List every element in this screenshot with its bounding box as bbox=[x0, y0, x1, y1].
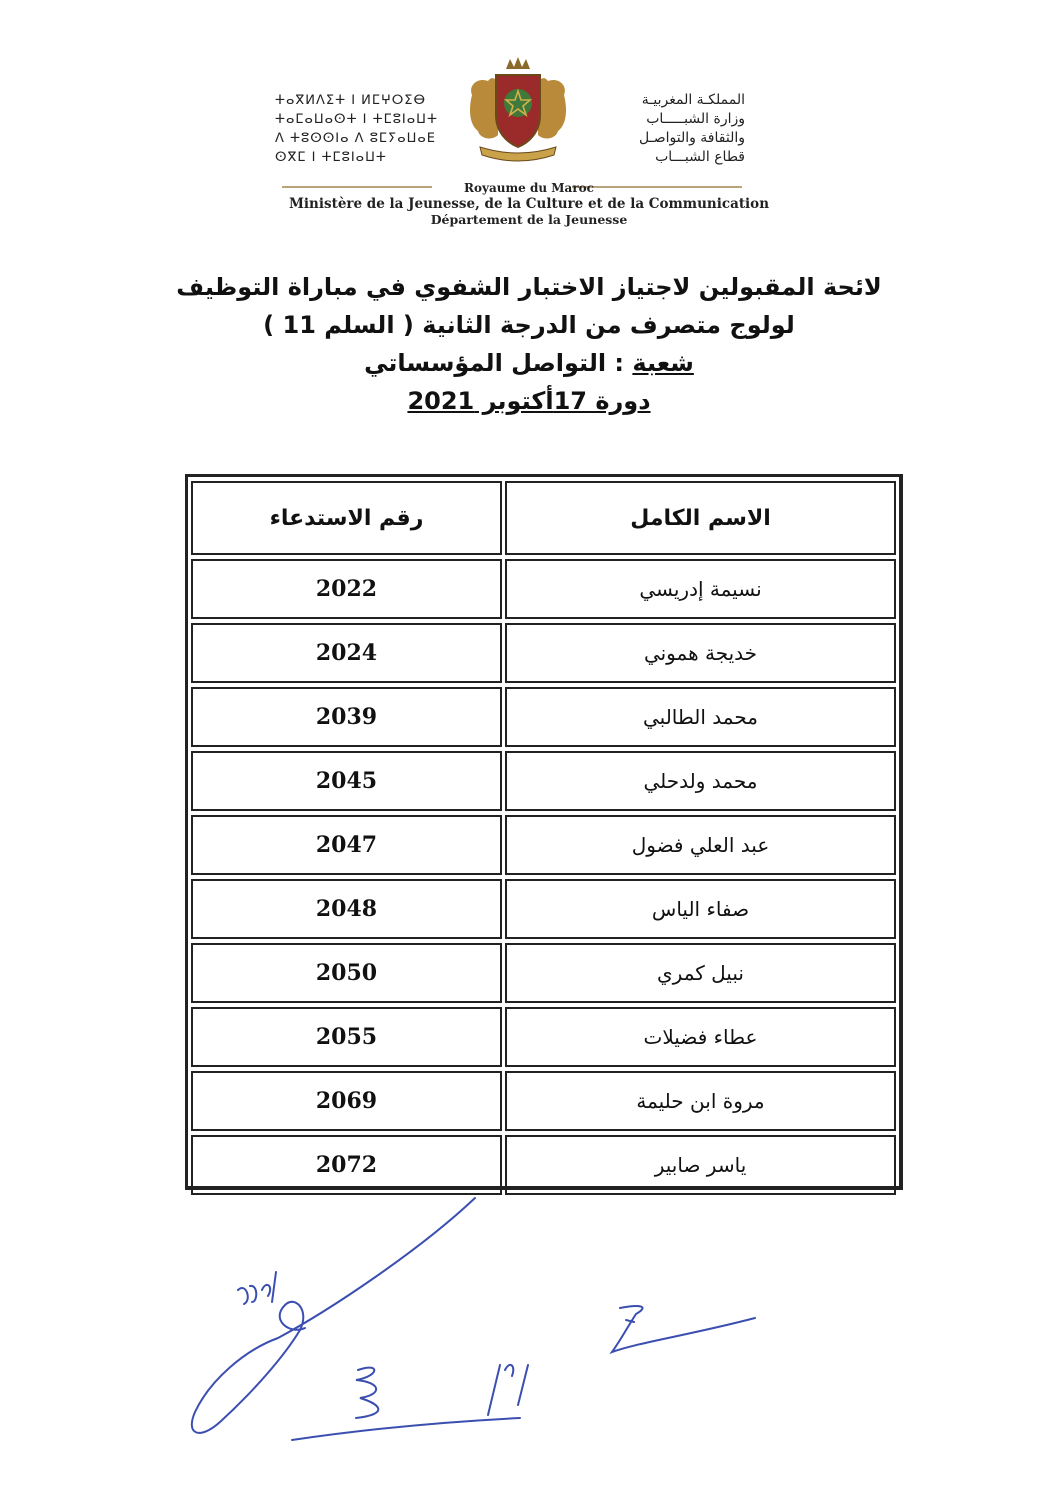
title-line-4: دورة 17أكتوبر 2021 bbox=[407, 387, 651, 415]
table-row bbox=[191, 559, 896, 619]
table-row bbox=[191, 1071, 896, 1131]
header-summons-number: رقم الاستدعاء bbox=[191, 481, 502, 555]
signature-2-stroke bbox=[488, 1365, 528, 1415]
candidate-name: عبد العلي فضول bbox=[505, 815, 896, 875]
candidate-name: مروة ابن حليمة bbox=[505, 1071, 896, 1131]
tifinagh-line: ⵜⴰⴳⵍⴷⵉⵜ ⵏ ⵍⵎⵖⵔⵉⴱ bbox=[275, 93, 427, 108]
candidate-name: صفاء الياس bbox=[505, 879, 896, 939]
arabic-heading-line: المملكـة المغربيـة bbox=[641, 92, 745, 108]
summons-number: 2024 bbox=[191, 623, 502, 683]
branch-label: شعبة bbox=[632, 349, 694, 377]
table-row bbox=[191, 815, 896, 875]
signature-1-initials bbox=[238, 1272, 276, 1304]
candidates-table bbox=[185, 474, 903, 1190]
signatures-area bbox=[0, 1190, 1058, 1490]
table-row bbox=[191, 687, 896, 747]
summons-number: 2050 bbox=[191, 943, 502, 1003]
title-line-3 bbox=[0, 344, 1058, 382]
arabic-heading-line: وزارة الشبـــــاب bbox=[646, 111, 745, 127]
candidate-name: ياسر صابير bbox=[505, 1135, 896, 1195]
royaume-label: Royaume du Maroc bbox=[464, 181, 594, 195]
table-row bbox=[191, 943, 896, 1003]
table-row bbox=[191, 1007, 896, 1067]
coat-of-arms-emblem bbox=[458, 55, 578, 167]
document-title bbox=[0, 268, 1058, 420]
table-header-row bbox=[191, 481, 896, 555]
tifinagh-line: ⴷ ⵜⵓⵙⵙⵏⴰ ⴷ ⵓⵎⵢⴰⵡⴰⴹ bbox=[275, 131, 437, 146]
ministere-label: Ministère de la Jeunesse, de la Culture et de la Communication bbox=[288, 196, 770, 212]
candidate-name: نسيمة إدريسي bbox=[505, 559, 896, 619]
tifinagh-line: ⵜⴰⵎⴰⵡⴰⵙⵜ ⵏ ⵜⵎⵓⵏⴰⵡⵜ bbox=[275, 112, 438, 127]
summons-number: 2048 bbox=[191, 879, 502, 939]
table-row bbox=[191, 751, 896, 811]
summons-number: 2072 bbox=[191, 1135, 502, 1195]
branch-value: : التواصل المؤسساتي bbox=[364, 349, 633, 377]
title-line-1: لائحة المقبولين لاجتياز الاختبار الشفوي في مباراة التوظيف bbox=[176, 273, 882, 301]
summons-number: 2055 bbox=[191, 1007, 502, 1067]
title-line-2: لولوج متصرف من الدرجة الثانية ( السلم 11 ) bbox=[263, 311, 795, 339]
signature-1 bbox=[192, 1198, 475, 1433]
summons-number: 2022 bbox=[191, 559, 502, 619]
table-row bbox=[191, 1135, 896, 1195]
header-full-name: الاسم الكامل bbox=[505, 481, 896, 555]
arabic-heading bbox=[565, 91, 745, 167]
candidate-name: محمد الطالبي bbox=[505, 687, 896, 747]
signature-3 bbox=[612, 1306, 755, 1352]
table-row bbox=[191, 623, 896, 683]
arabic-heading-line: والثقافة والتواصـل bbox=[639, 130, 745, 146]
summons-number: 2047 bbox=[191, 815, 502, 875]
candidate-name: نبيل كمري bbox=[505, 943, 896, 1003]
arabic-heading-line: قطاع الشبـــاب bbox=[655, 149, 745, 165]
tifinagh-heading bbox=[275, 91, 455, 167]
candidate-name: محمد ولدحلي bbox=[505, 751, 896, 811]
candidate-name: خديجة هموني bbox=[505, 623, 896, 683]
signature-2 bbox=[292, 1368, 520, 1440]
summons-number: 2039 bbox=[191, 687, 502, 747]
candidate-name: عطاء فضيلات bbox=[505, 1007, 896, 1067]
summons-number: 2045 bbox=[191, 751, 502, 811]
summons-number: 2069 bbox=[191, 1071, 502, 1131]
departement-label: Département de la Jeunesse bbox=[430, 212, 628, 227]
letterhead bbox=[0, 55, 1058, 240]
tifinagh-line: ⵙⴳⵎ ⵏ ⵜⵎⵓⵏⴰⵡⵜ bbox=[275, 150, 387, 165]
table-row bbox=[191, 879, 896, 939]
french-heading bbox=[0, 180, 1058, 228]
